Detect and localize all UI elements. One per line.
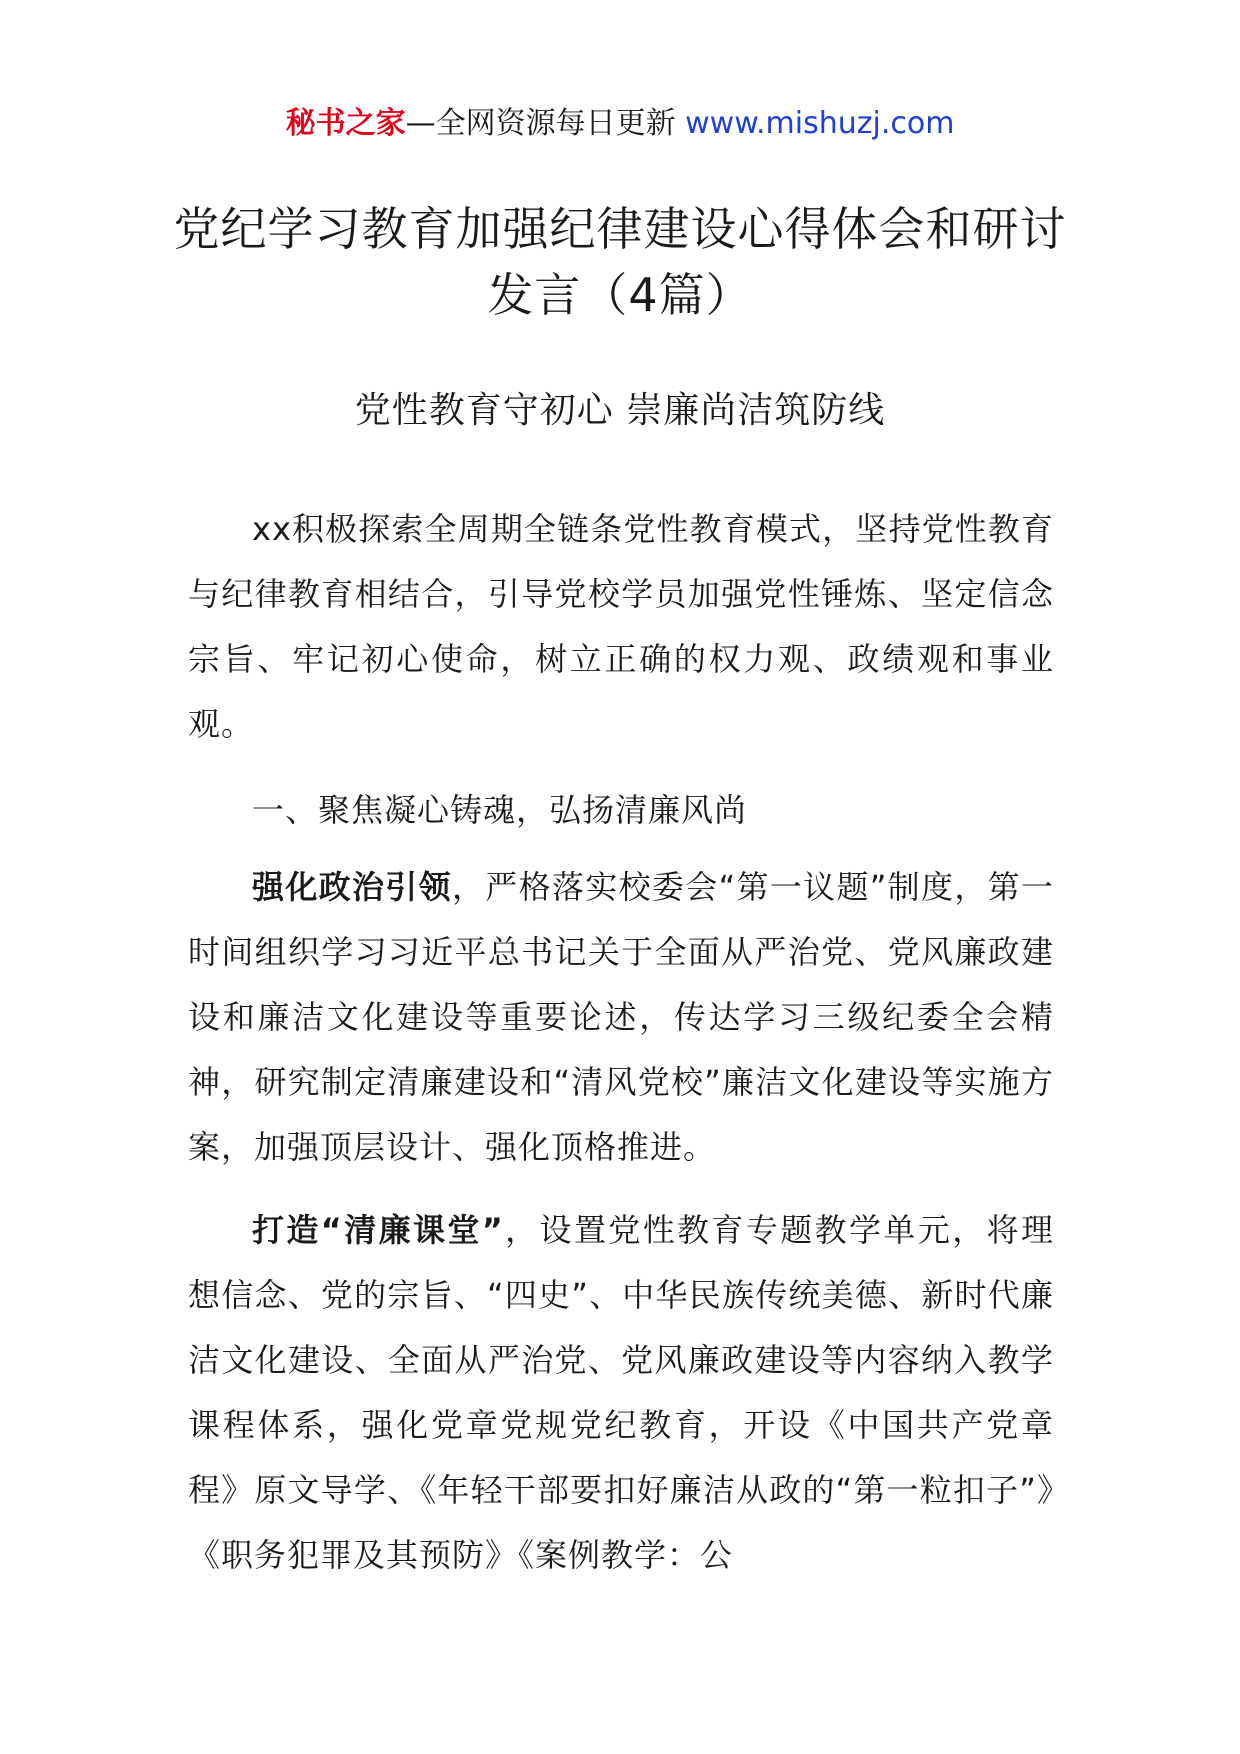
- brand-name: 秘书之家: [285, 106, 406, 141]
- section-heading-block: [188, 778, 1054, 843]
- document-subtitle: 党性教育守初心 崇廉尚洁筑防线: [354, 390, 886, 431]
- paragraph-political-guidance: [188, 855, 1054, 1180]
- paragraph-lead: 强化政治引领: [252, 868, 452, 906]
- paragraph-text: [188, 855, 1054, 1180]
- intro-paragraph: xx积极探索全周期全链条党性教育模式，坚持党性教育与纪律教育相结合，引导党校学员加强党性锤炼、坚定信念宗旨、牢记初心使命，树立正确的权力观、政绩观和事业观。: [188, 510, 1054, 743]
- header-tagline: —全网资源每日更新: [405, 106, 676, 141]
- paragraph-clean-classroom: [188, 1198, 1054, 1588]
- site-header: [0, 102, 1240, 146]
- paragraph-lead: 打造“清廉课堂”: [252, 1211, 504, 1249]
- paragraph-body: ，设置党性教育专题教学单元，将理想信念、党的宗旨、“四史”、中华民族传统美德、新时代廉洁文化建设、全面从严治党、党风廉政建设等内容纳入教学课程体系，强化党章党规党纪教育，开设《中国共产党章程》原文导学、《年轻干部要扣好廉洁从政的“第一粒扣子”》《职务犯罪及其预防》《案例教学：公: [188, 1211, 1054, 1574]
- section-heading: 一、聚焦凝心铸魂，弘扬清廉风尚: [252, 791, 748, 829]
- document-title: 党纪学习教育加强纪律建设心得体会和研讨发言（4篇）: [173, 202, 1067, 322]
- paragraph-body: ，严格落实校委会“第一议题”制度，第一时间组织学习习近平总书记关于全面从严治党、党风廉政建设和廉洁文化建设等重要论述，传达学习三级纪委全会精神，研究制定清廉建设和“清风党校”廉洁文化建设等实施方案，加强顶层设计、强化顶格推进。: [188, 868, 1054, 1166]
- site-url-link[interactable]: www.mishuzj.com: [685, 106, 955, 141]
- paragraph-text: [188, 1198, 1054, 1588]
- intro-paragraph-block: [188, 497, 1054, 757]
